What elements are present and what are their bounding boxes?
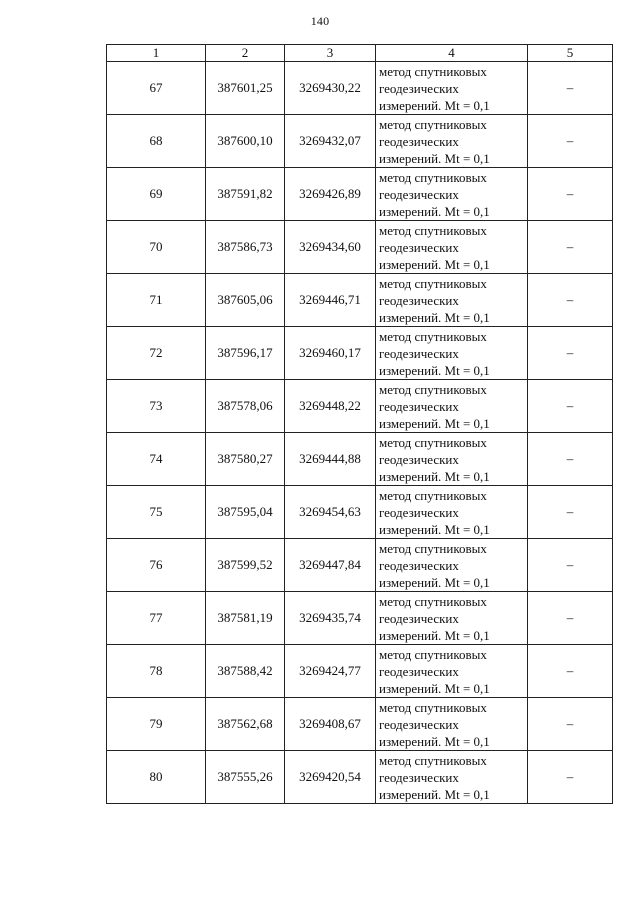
method-line: измерений. Mt = 0,1 [379, 733, 490, 749]
method-cell [376, 327, 528, 380]
table-header [107, 45, 613, 62]
x-coordinate-cell: 387596,17 [206, 327, 285, 380]
method-cell [376, 433, 528, 486]
method-line: метод спутниковых [379, 540, 487, 556]
point-number-cell: 67 [107, 62, 206, 115]
x-coordinate-cell: 387578,06 [206, 380, 285, 433]
method-line: измерений. Mt = 0,1 [379, 786, 490, 802]
note-cell: – [528, 433, 613, 486]
page-number: 140 [310, 14, 330, 28]
method-line: измерений. Mt = 0,1 [379, 256, 490, 272]
x-coordinate-cell: 387562,68 [206, 698, 285, 751]
table-row [107, 645, 613, 698]
method-line: геодезических [379, 557, 459, 573]
x-coordinate-cell: 387591,82 [206, 168, 285, 221]
y-coordinate-cell: 3269424,77 [285, 645, 376, 698]
point-number-cell: 79 [107, 698, 206, 751]
table-row [107, 168, 613, 221]
method-cell [376, 751, 528, 804]
method-line: метод спутниковых [379, 593, 487, 609]
x-coordinate-cell: 387595,04 [206, 486, 285, 539]
note-cell: – [528, 751, 613, 804]
method-cell [376, 221, 528, 274]
method-cell [376, 539, 528, 592]
method-line: измерений. Mt = 0,1 [379, 203, 490, 219]
point-number-cell: 75 [107, 486, 206, 539]
y-coordinate-cell: 3269460,17 [285, 327, 376, 380]
table-row [107, 274, 613, 327]
y-coordinate-cell: 3269444,88 [285, 433, 376, 486]
x-coordinate-cell: 387601,25 [206, 62, 285, 115]
coordinates-table [106, 44, 613, 804]
y-coordinate-cell: 3269435,74 [285, 592, 376, 645]
method-line: геодезических [379, 133, 459, 149]
method-line: геодезических [379, 716, 459, 732]
method-line: метод спутниковых [379, 487, 487, 503]
table-row [107, 433, 613, 486]
method-cell [376, 62, 528, 115]
note-cell: – [528, 486, 613, 539]
method-cell [376, 274, 528, 327]
header-col-3: 3 [285, 45, 376, 62]
x-coordinate-cell: 387581,19 [206, 592, 285, 645]
method-line: метод спутниковых [379, 752, 487, 768]
note-cell: – [528, 62, 613, 115]
point-number-cell: 71 [107, 274, 206, 327]
point-number-cell: 68 [107, 115, 206, 168]
method-line: измерений. Mt = 0,1 [379, 627, 490, 643]
note-cell: – [528, 221, 613, 274]
method-cell [376, 645, 528, 698]
y-coordinate-cell: 3269408,67 [285, 698, 376, 751]
method-line: геодезических [379, 292, 459, 308]
method-line: геодезических [379, 451, 459, 467]
note-cell: – [528, 592, 613, 645]
table-row [107, 221, 613, 274]
header-col-5: 5 [528, 45, 613, 62]
method-line: метод спутниковых [379, 434, 487, 450]
method-line: метод спутниковых [379, 222, 487, 238]
method-line: метод спутниковых [379, 275, 487, 291]
y-coordinate-cell: 3269430,22 [285, 62, 376, 115]
y-coordinate-cell: 3269446,71 [285, 274, 376, 327]
method-cell [376, 380, 528, 433]
y-coordinate-cell: 3269454,63 [285, 486, 376, 539]
method-cell [376, 486, 528, 539]
note-cell: – [528, 698, 613, 751]
method-line: геодезических [379, 769, 459, 785]
y-coordinate-cell: 3269426,89 [285, 168, 376, 221]
y-coordinate-cell: 3269434,60 [285, 221, 376, 274]
table-row [107, 592, 613, 645]
method-cell [376, 592, 528, 645]
table-row [107, 486, 613, 539]
method-line: метод спутниковых [379, 699, 487, 715]
method-cell [376, 168, 528, 221]
method-line: измерений. Mt = 0,1 [379, 309, 490, 325]
method-line: метод спутниковых [379, 328, 487, 344]
point-number-cell: 74 [107, 433, 206, 486]
method-line: метод спутниковых [379, 116, 487, 132]
x-coordinate-cell: 387555,26 [206, 751, 285, 804]
point-number-cell: 70 [107, 221, 206, 274]
point-number-cell: 77 [107, 592, 206, 645]
note-cell: – [528, 645, 613, 698]
method-cell [376, 115, 528, 168]
method-line: измерений. Mt = 0,1 [379, 362, 490, 378]
note-cell: – [528, 168, 613, 221]
method-line: геодезических [379, 345, 459, 361]
y-coordinate-cell: 3269420,54 [285, 751, 376, 804]
point-number-cell: 69 [107, 168, 206, 221]
table-row [107, 380, 613, 433]
method-line: геодезических [379, 186, 459, 202]
table-row [107, 62, 613, 115]
header-col-4: 4 [376, 45, 528, 62]
y-coordinate-cell: 3269448,22 [285, 380, 376, 433]
method-line: метод спутниковых [379, 169, 487, 185]
method-line: геодезических [379, 610, 459, 626]
note-cell: – [528, 539, 613, 592]
method-cell [376, 698, 528, 751]
method-line: метод спутниковых [379, 63, 487, 79]
method-line: измерений. Mt = 0,1 [379, 415, 490, 431]
method-line: геодезических [379, 398, 459, 414]
method-line: измерений. Mt = 0,1 [379, 468, 490, 484]
table-row [107, 115, 613, 168]
method-line: геодезических [379, 239, 459, 255]
method-line: измерений. Mt = 0,1 [379, 97, 490, 113]
x-coordinate-cell: 387588,42 [206, 645, 285, 698]
method-line: измерений. Mt = 0,1 [379, 521, 490, 537]
header-col-2: 2 [206, 45, 285, 62]
note-cell: – [528, 115, 613, 168]
x-coordinate-cell: 387580,27 [206, 433, 285, 486]
y-coordinate-cell: 3269447,84 [285, 539, 376, 592]
method-line: измерений. Mt = 0,1 [379, 150, 490, 166]
point-number-cell: 78 [107, 645, 206, 698]
point-number-cell: 76 [107, 539, 206, 592]
table-row [107, 327, 613, 380]
x-coordinate-cell: 387599,52 [206, 539, 285, 592]
header-row [107, 45, 613, 62]
table-row [107, 698, 613, 751]
table-body [107, 62, 613, 804]
method-line: измерений. Mt = 0,1 [379, 680, 490, 696]
table-row [107, 539, 613, 592]
note-cell: – [528, 327, 613, 380]
note-cell: – [528, 274, 613, 327]
point-number-cell: 80 [107, 751, 206, 804]
note-cell: – [528, 380, 613, 433]
point-number-cell: 72 [107, 327, 206, 380]
x-coordinate-cell: 387586,73 [206, 221, 285, 274]
method-line: метод спутниковых [379, 381, 487, 397]
method-line: геодезических [379, 80, 459, 96]
table-row [107, 751, 613, 804]
point-number-cell: 73 [107, 380, 206, 433]
x-coordinate-cell: 387605,06 [206, 274, 285, 327]
y-coordinate-cell: 3269432,07 [285, 115, 376, 168]
method-line: метод спутниковых [379, 646, 487, 662]
method-line: геодезических [379, 663, 459, 679]
header-col-1: 1 [107, 45, 206, 62]
method-line: измерений. Mt = 0,1 [379, 574, 490, 590]
x-coordinate-cell: 387600,10 [206, 115, 285, 168]
method-line: геодезических [379, 504, 459, 520]
